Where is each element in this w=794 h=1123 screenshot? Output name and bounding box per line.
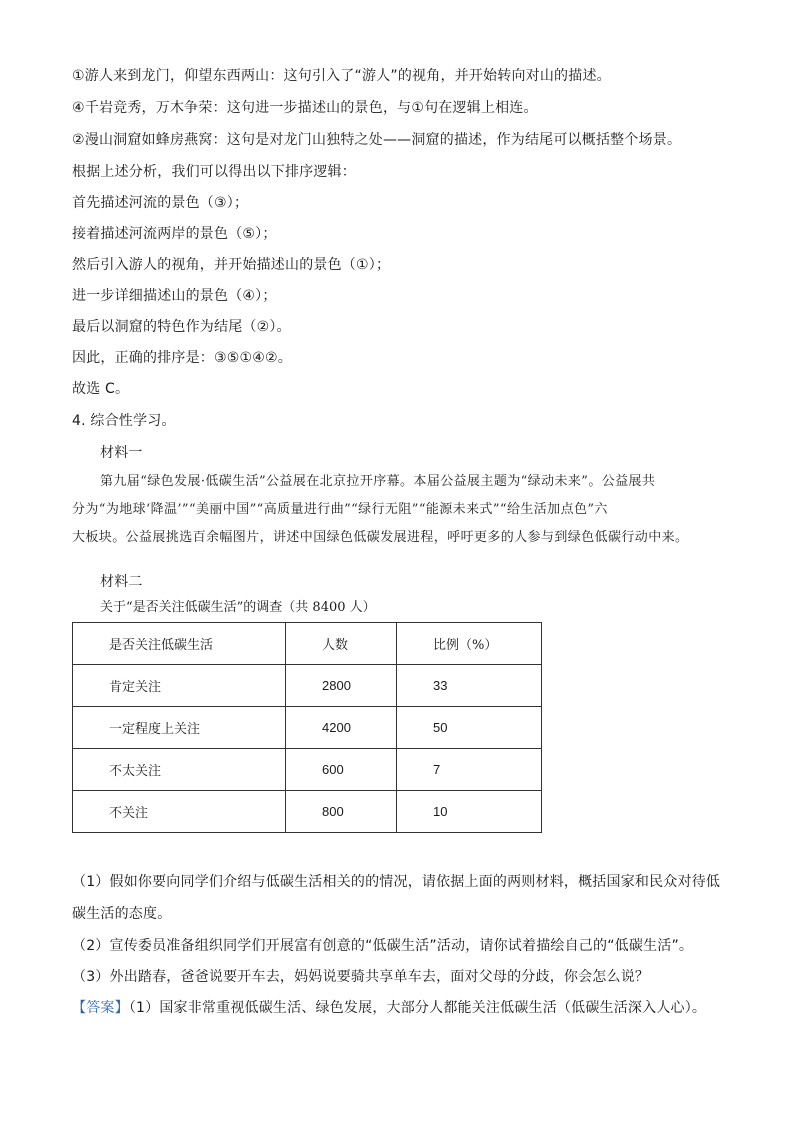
table-header-row bbox=[73, 623, 542, 665]
sub-question-3: （3）外出踏春，爸爸说要开车去，妈妈说要骑共享单车去，面对父母的分歧，你会怎么说？ bbox=[72, 969, 650, 985]
question-heading: 4. 综合性学习。 bbox=[72, 413, 176, 429]
table-row bbox=[73, 707, 542, 749]
analysis-line-3: ②漫山洞窟如蜂房燕窝：这句是对龙门山独特之处——洞窟的描述，作为结尾可以概括整个场景。 bbox=[72, 132, 682, 148]
answer-text: （1）国家非常重视低碳生活、绿色发展，大部分人都能关注低碳生活（低碳生活深入人心）。 bbox=[128, 1000, 707, 1016]
material1-label: 材料一 bbox=[100, 445, 143, 461]
answer-tag: 【答案】 bbox=[72, 1000, 129, 1016]
analysis-line-11: 故选 C。 bbox=[72, 381, 130, 397]
table-row bbox=[73, 665, 542, 707]
header-cell: 人数 bbox=[286, 623, 397, 665]
table-cell: 33 bbox=[397, 665, 542, 707]
answer-line bbox=[72, 998, 706, 1018]
table-cell: 2800 bbox=[286, 665, 397, 707]
table-cell: 800 bbox=[286, 791, 397, 833]
sub-question-2: （2）宣传委员准备组织同学们开展富有创意的“低碳生活”活动，请你试着描绘自己的“低碳生活”。 bbox=[72, 938, 694, 954]
analysis-line-10: 因此，正确的排序是：③⑤①④②。 bbox=[72, 350, 292, 366]
analysis-line-7: 然后引入游人的视角，并开始描述山的景色（①）； bbox=[72, 257, 391, 273]
table-cell: 600 bbox=[286, 749, 397, 791]
material1-line-2: 分为“为地球‘降温’”“美丽中国”“高质量进行曲”“绿行无阻”“能源未来式”“给生活加点色”六 bbox=[72, 502, 608, 517]
analysis-line-9: 最后以洞窟的特色作为结尾（②）。 bbox=[72, 319, 291, 335]
analysis-line-6: 接着描述河流两岸的景色（⑤）； bbox=[72, 226, 277, 242]
analysis-line-8: 进一步详细描述山的景色（④）； bbox=[72, 288, 277, 304]
material1-text bbox=[72, 468, 722, 552]
table-row bbox=[73, 791, 542, 833]
header-cell: 是否关注低碳生活 bbox=[73, 623, 286, 665]
analysis-line-5: 首先描述河流的景色（③）； bbox=[72, 195, 249, 211]
analysis-line-1: ①游人来到龙门，仰望东西两山：这句引入了“游人”的视角，并开始转向对山的描述。 bbox=[72, 68, 611, 84]
material1-line-3: 大板块。公益展挑选百余幅图片，讲述中国绿色低碳发展进程，呼吁更多的人参与到绿色低碳行动中来。 bbox=[72, 530, 689, 545]
table-cell: 50 bbox=[397, 707, 542, 749]
analysis-line-2: ④千岩竞秀，万木争荣：这句进一步描述山的景色，与①句在逻辑上相连。 bbox=[72, 100, 538, 116]
survey-title: 关于“是否关注低碳生活”的调查（共 8400 人） bbox=[100, 600, 376, 615]
table-cell: 不关注 bbox=[73, 791, 286, 833]
table-cell: 10 bbox=[397, 791, 542, 833]
analysis-line-4: 根据上述分析，我们可以得出以下排序逻辑： bbox=[72, 164, 356, 180]
material1-line-1: 第九届“绿色发展·低碳生活”公益展在北京拉开序幕。本届公益展主题为“绿动未来”。公益展共 bbox=[100, 474, 656, 489]
table-cell: 4200 bbox=[286, 707, 397, 749]
table-cell: 肯定关注 bbox=[73, 665, 286, 707]
table-cell: 一定程度上关注 bbox=[73, 707, 286, 749]
material2-label: 材料二 bbox=[100, 574, 143, 590]
survey-table bbox=[72, 622, 542, 833]
sub-question-1-line-1: （1）假如你要向同学们介绍与低碳生活相关的的情况，请依据上面的两则材料，概括国家和民众对待低 bbox=[72, 874, 721, 890]
header-cell: 比例（%） bbox=[397, 623, 542, 665]
table-cell: 7 bbox=[397, 749, 542, 791]
sub-question-1-line-2: 碳生活的态度。 bbox=[72, 906, 172, 922]
table-row bbox=[73, 749, 542, 791]
table-cell: 不太关注 bbox=[73, 749, 286, 791]
